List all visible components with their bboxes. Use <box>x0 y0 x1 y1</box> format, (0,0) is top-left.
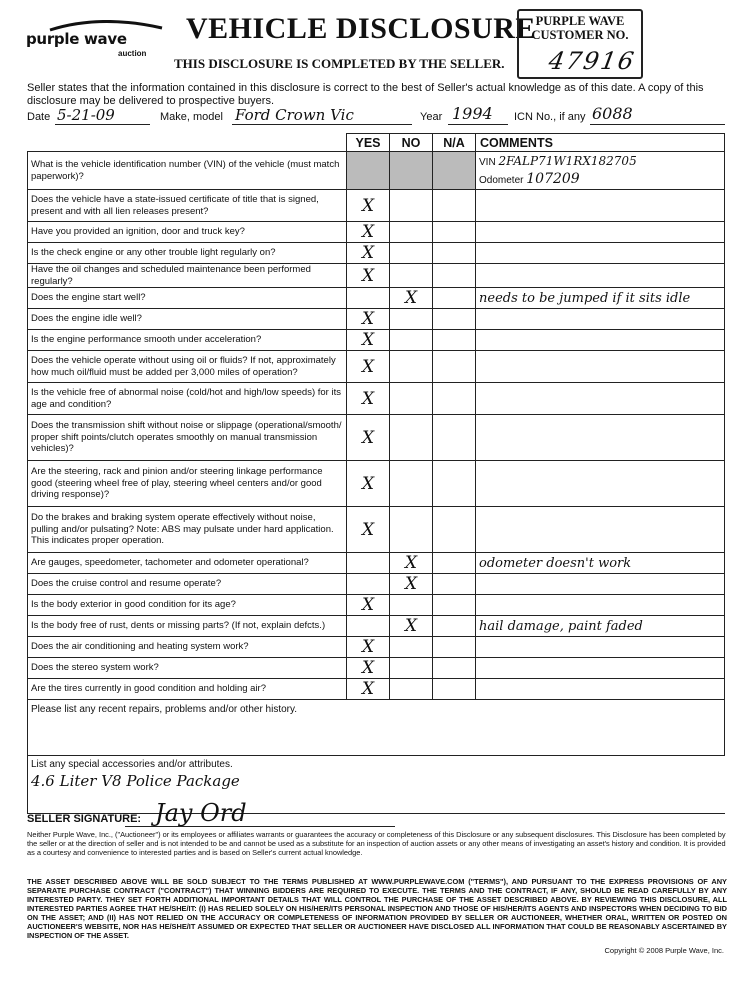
checkbox-no[interactable] <box>390 637 433 658</box>
table-row <box>28 243 725 264</box>
checkbox-no[interactable]: X <box>390 553 433 574</box>
comment-cell[interactable] <box>476 330 725 351</box>
question-text: Are gauges, speedometer, tachometer and odometer operational? <box>28 553 347 574</box>
question-text: Does the cruise control and resume operate? <box>28 574 347 595</box>
comment-cell[interactable] <box>476 574 725 595</box>
checkbox-yes[interactable]: X <box>347 595 390 616</box>
year-value[interactable]: 1994 <box>452 104 493 123</box>
table-row <box>28 351 725 383</box>
table-row <box>28 330 725 351</box>
checkbox-na[interactable] <box>433 658 476 679</box>
question-text: Are the steering, rack and pinion and/or steering linkage performance good (steering wheel free of play, steering wheel centers and/or good driving response)? <box>28 461 347 507</box>
comment-cell[interactable] <box>476 383 725 415</box>
checkbox-na[interactable] <box>433 222 476 243</box>
comment-cell[interactable] <box>476 309 725 330</box>
comment-cell[interactable] <box>476 222 725 243</box>
date-label: Date <box>27 111 51 123</box>
checkbox-na[interactable] <box>433 383 476 415</box>
checkbox-na[interactable] <box>433 330 476 351</box>
checkbox-yes[interactable]: X <box>347 461 390 507</box>
question-text: Have you provided an ignition, door and truck key? <box>28 222 347 243</box>
accessories-row <box>28 756 725 814</box>
header-comments: COMMENTS <box>476 134 725 152</box>
question-text: Do the brakes and braking system operate effectively without noise, pulling and/or pulsating? Note: ABS may pulsate under hard application. This indicates proper operation. <box>28 507 347 553</box>
table-row <box>28 658 725 679</box>
table-row <box>28 288 725 309</box>
question-text: Is the body exterior in good condition for its age? <box>28 595 347 616</box>
accessories-value[interactable]: 4.6 Liter V8 Police Package <box>31 772 240 790</box>
checkbox-no[interactable] <box>390 152 433 190</box>
make-label: Make, model <box>160 111 223 123</box>
vin-label: VIN <box>479 156 496 168</box>
icn-label: ICN No., if any <box>514 111 586 123</box>
comment-cell[interactable] <box>476 190 725 222</box>
odometer-label: Odometer <box>479 174 524 186</box>
disclosure-table <box>27 133 725 814</box>
make-value[interactable]: Ford Crown Vic <box>235 106 354 124</box>
checkbox-na[interactable] <box>433 461 476 507</box>
question-text: Does the engine idle well? <box>28 309 347 330</box>
checkbox-yes[interactable] <box>347 288 390 309</box>
checkbox-yes[interactable]: X <box>347 383 390 415</box>
question-text: Is the engine performance smooth under acceleration? <box>28 330 347 351</box>
comment-cell[interactable] <box>476 243 725 264</box>
table-row <box>28 415 725 461</box>
customer-number-value[interactable]: 47916 <box>546 47 638 75</box>
header-yes: YES <box>347 134 390 152</box>
checkbox-yes[interactable]: X <box>347 190 390 222</box>
terms-paragraph: THE ASSET DESCRIBED ABOVE WILL BE SOLD SUBJECT TO THE TERMS PUBLISHED AT WWW.PURPLEWAVE.COM ("TERMS"), AND PURSUANT TO THE EXPRESS PROVISIONS OF ANY SEPARATE PURCHASE CONTRACT ("CONTRACT") THAT WINNING BIDDERS ARE REQUIRED TO EXECUTE. THE TERMS AND THE CONTRACT, IF ANY, SHOULD BE READ CAREFULLY BY ANY INTERESTED PARTY. THEY SET FORTH ADDITIONAL IMPORTANT DETAILS THAT WILL CONTROL THE PURCHASE OF THE ASSET DESCRIBED ABOVE. BY REVIEWING THIS DISCLOSURE, ALL INTERESTED PARTIES AGREE THAT HE/SHE/IT: (I) HAS RELIED SOLELY ON HIS/HER/ITS PERSONAL INSPECTION AND THOSE OF HIS/HER/ITS AGENTS AND INSPECTORS WHEN DECIDING TO BID ON THE ASSET; AND (II) HAS NOT RELIED ON THE ACCURACY OR COMPLETENESS OF INFORMATION PROVIDED BY SELLER OR AUCTIONEER, WHETHER ORAL, WRITTEN OR POSTED ON AUCTIONEER'S WEBSITE, NOR HAS HE/SHE/IT ASSUMED OR EXPECTED THAT SELLER OR AUCTIONEER HAVE DISCLOSED ALL INFORMATION THAT COULD BE REASONABLY ASCERTAINED BY INSPECTION OF THE ASSET. <box>27 877 727 940</box>
checkbox-yes[interactable]: X <box>347 222 390 243</box>
checkbox-na[interactable] <box>433 264 476 288</box>
table-row <box>28 679 725 700</box>
checkbox-no[interactable] <box>390 222 433 243</box>
checkbox-no[interactable] <box>390 264 433 288</box>
question-text: Is the body free of rust, dents or missing parts? (If not, explain defcts.) <box>28 616 347 637</box>
checkbox-na[interactable] <box>433 637 476 658</box>
checkbox-no[interactable] <box>390 658 433 679</box>
checkbox-no[interactable] <box>390 243 433 264</box>
comment-cell[interactable] <box>476 658 725 679</box>
checkbox-yes[interactable] <box>347 574 390 595</box>
question-text: Is the check engine or any other trouble light regularly on? <box>28 243 347 264</box>
checkbox-yes[interactable]: X <box>347 679 390 700</box>
checkbox-no[interactable] <box>390 507 433 553</box>
accessories-label: List any special accessories and/or attributes. <box>31 759 233 770</box>
checkbox-yes[interactable]: X <box>347 243 390 264</box>
odometer-value[interactable]: 107209 <box>526 170 580 187</box>
comment-cell[interactable] <box>476 351 725 383</box>
question-text: Does the engine start well? <box>28 288 347 309</box>
comment-cell[interactable]: hail damage, paint faded <box>476 616 725 637</box>
checkbox-yes[interactable]: X <box>347 507 390 553</box>
table-row <box>28 222 725 243</box>
date-value[interactable]: 5-21-09 <box>57 106 115 124</box>
customer-number-label: PURPLE WAVE CUSTOMER NO. <box>531 14 629 42</box>
checkbox-na[interactable] <box>433 574 476 595</box>
question-text: Does the vehicle operate without using oil or fluids? If not, approximately how much oil/fluid must be added per 3,000 miles of operation? <box>28 351 347 383</box>
comment-cell[interactable] <box>476 595 725 616</box>
icn-value[interactable]: 6088 <box>592 104 633 123</box>
table-row <box>28 637 725 658</box>
question-text: Does the stereo system work? <box>28 658 347 679</box>
question-text: Have the oil changes and scheduled maintenance been performed regularly? <box>28 264 347 288</box>
question-text: Does the vehicle have a state-issued certificate of title that is signed, present and with all lien releases present? <box>28 190 347 222</box>
vin-value[interactable]: 2FALP71W1RX182705 <box>498 153 637 168</box>
checkbox-no[interactable] <box>390 461 433 507</box>
table-row <box>28 595 725 616</box>
checkbox-na[interactable] <box>433 243 476 264</box>
checkbox-yes[interactable]: X <box>347 309 390 330</box>
table-row <box>28 309 725 330</box>
question-text: What is the vehicle identification number (VIN) of the vehicle (must match paperwork)? <box>28 152 347 190</box>
checkbox-na[interactable] <box>433 351 476 383</box>
checkbox-no[interactable] <box>390 190 433 222</box>
disclaimer-paragraph: Neither Purple Wave, Inc., ("Auctioneer") or its employees or affiliates warrants or guarantees the accuracy or completeness of this Disclosure or any subsequent disclosures. This Disclosure has been completed by the seller or at the direction of seller and is not intended to be and cannot be used as a substitute for an inspection of auction assets or any other means of investigating an asset's history and condition. It is provided as a courtesy and convenience to interested parties and is based on Seller's current actual knowledge. <box>27 830 726 857</box>
header-no: NO <box>390 134 433 152</box>
checkbox-no[interactable] <box>390 309 433 330</box>
comment-cell[interactable] <box>476 679 725 700</box>
table-row <box>28 152 725 190</box>
checkbox-na[interactable] <box>433 679 476 700</box>
comment-cell[interactable] <box>476 507 725 553</box>
checkbox-no[interactable]: X <box>390 574 433 595</box>
checkbox-yes[interactable] <box>347 616 390 637</box>
checkbox-yes[interactable]: X <box>347 330 390 351</box>
repairs-label: Please list any recent repairs, problems and/or other history. <box>31 704 298 715</box>
table-row <box>28 190 725 222</box>
checkbox-no[interactable] <box>390 330 433 351</box>
logo-text: purple wave <box>26 30 127 48</box>
checkbox-no[interactable] <box>390 383 433 415</box>
table-row <box>28 461 725 507</box>
question-text: Does the air conditioning and heating system work? <box>28 637 347 658</box>
table-row <box>28 553 725 574</box>
checkbox-na[interactable] <box>433 616 476 637</box>
accessories-field[interactable] <box>28 756 725 814</box>
signature-line <box>125 826 395 827</box>
purple-wave-logo <box>20 20 170 60</box>
checkbox-na[interactable] <box>433 415 476 461</box>
seller-signature-value[interactable]: Jay Ord <box>155 799 247 827</box>
checkbox-na[interactable] <box>433 152 476 190</box>
checkbox-yes[interactable]: X <box>347 351 390 383</box>
logo-subtext: auction <box>118 49 147 58</box>
repairs-field[interactable] <box>28 700 725 756</box>
comment-cell[interactable] <box>476 415 725 461</box>
comment-cell[interactable] <box>476 264 725 288</box>
checkbox-no[interactable] <box>390 415 433 461</box>
question-text: Is the vehicle free of abnormal noise (cold/hot and high/low speeds) for its age and condition? <box>28 383 347 415</box>
repairs-row <box>28 700 725 756</box>
checkbox-na[interactable] <box>433 507 476 553</box>
checkbox-na[interactable] <box>433 553 476 574</box>
checkbox-na[interactable] <box>433 190 476 222</box>
copyright: Copyright © 2008 Purple Wave, Inc. <box>604 946 724 955</box>
table-row <box>28 383 725 415</box>
table-header-row <box>28 134 725 152</box>
checkbox-yes[interactable] <box>347 553 390 574</box>
checkbox-yes[interactable]: X <box>347 415 390 461</box>
checkbox-no[interactable] <box>390 679 433 700</box>
checkbox-na[interactable] <box>433 288 476 309</box>
seller-statement: Seller states that the information contained in this disclosure is correct to the best of Seller's actual knowledge as of this date. A copy of this disclosure may be delivered to prospective buyers. <box>27 82 704 107</box>
question-text: Does the transmission shift without noise or slippage (operational/smooth/ proper shift points/clutch operates smoothly on manual transmission vehicles)? <box>28 415 347 461</box>
seller-signature-label: SELLER SIGNATURE: <box>27 813 142 825</box>
table-row <box>28 574 725 595</box>
checkbox-yes[interactable]: X <box>347 637 390 658</box>
table-row <box>28 507 725 553</box>
comment-cell[interactable] <box>476 152 725 190</box>
question-text: Are the tires currently in good condition and holding air? <box>28 679 347 700</box>
page-subtitle: THIS DISCLOSURE IS COMPLETED BY THE SELLER. <box>174 56 505 71</box>
table-row <box>28 616 725 637</box>
checkbox-na[interactable] <box>433 309 476 330</box>
page-title: VEHICLE DISCLOSURE <box>186 12 536 45</box>
comment-cell[interactable] <box>476 461 725 507</box>
comment-cell[interactable]: needs to be jumped if it sits idle <box>476 288 725 309</box>
checkbox-no[interactable] <box>390 595 433 616</box>
comment-cell[interactable] <box>476 637 725 658</box>
checkbox-yes[interactable]: X <box>347 658 390 679</box>
header-na: N/A <box>433 134 476 152</box>
checkbox-yes[interactable] <box>347 152 390 190</box>
table-row <box>28 264 725 288</box>
comment-cell[interactable]: odometer doesn't work <box>476 553 725 574</box>
year-label: Year <box>420 111 443 123</box>
checkbox-no[interactable]: X <box>390 616 433 637</box>
checkbox-na[interactable] <box>433 595 476 616</box>
checkbox-no[interactable]: X <box>390 288 433 309</box>
customer-number-box <box>517 9 643 79</box>
checkbox-yes[interactable]: X <box>347 264 390 288</box>
checkbox-no[interactable] <box>390 351 433 383</box>
